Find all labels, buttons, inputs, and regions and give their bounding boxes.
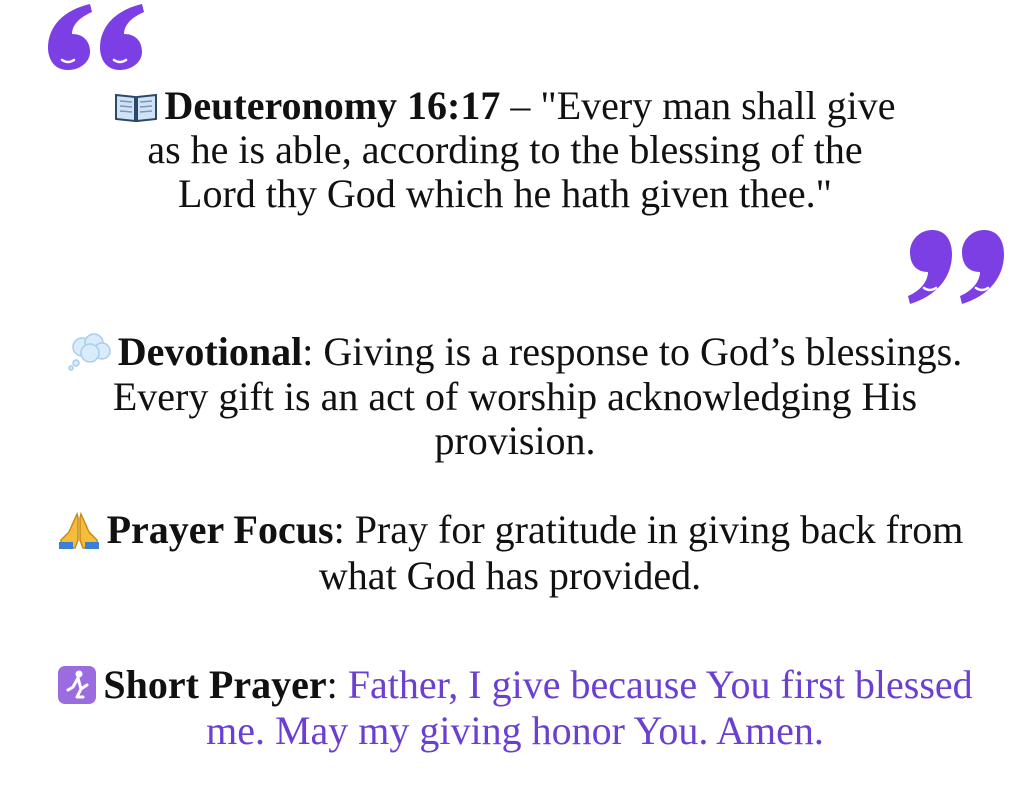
verse-dash: – — [500, 83, 541, 128]
short-prayer-block — [20, 663, 1010, 753]
prayer-focus-line-1 — [10, 508, 1010, 554]
prayer-focus-block — [10, 508, 1010, 598]
verse-block — [40, 84, 970, 216]
devotional-text-line-3: provision. — [434, 417, 596, 463]
prayer-focus-colon: : — [333, 507, 355, 552]
short-prayer-colon: : — [326, 662, 348, 707]
short-prayer-text-line-1: Father, I give because You first blessed — [347, 662, 973, 707]
thought-bubble-icon — [68, 333, 112, 371]
verse-reference: Deuteronomy 16:17 — [164, 83, 501, 128]
devotional-line-1 — [20, 330, 1010, 375]
verse-text-line-2: as he is able, according to the blessing of the — [147, 127, 863, 172]
prayer-focus-text-line-2: what God has provided. — [318, 552, 702, 598]
short-prayer-text-line-2: me. May my giving honor You. Amen. — [206, 707, 824, 753]
praying-hands-icon — [57, 510, 101, 550]
devotional-label: Devotional — [117, 329, 303, 374]
devotional-colon: : — [302, 329, 324, 374]
prayer-focus-text-line-1: Pray for gratitude in giving back from — [354, 507, 964, 552]
verse-text-line-1: "Every man shall give — [540, 83, 896, 128]
prayer-focus-label: Prayer Focus — [106, 507, 334, 552]
verse-text-line-3: Lord thy God which he hath given thee." — [178, 171, 832, 216]
short-prayer-label: Short Prayer — [103, 662, 327, 707]
short-prayer-line-1 — [20, 663, 1010, 709]
devotional-block — [20, 330, 1010, 463]
open-book-icon — [114, 89, 158, 123]
place-of-worship-icon — [57, 665, 97, 705]
devotional-text-line-1: Giving is a response to God’s blessings. — [323, 329, 963, 374]
verse-line-1 — [40, 84, 970, 128]
devotional-text-line-2: Every gift is an act of worship acknowledging His — [112, 373, 918, 419]
close-quote-icon — [906, 228, 1006, 306]
open-quote-icon — [46, 2, 146, 72]
